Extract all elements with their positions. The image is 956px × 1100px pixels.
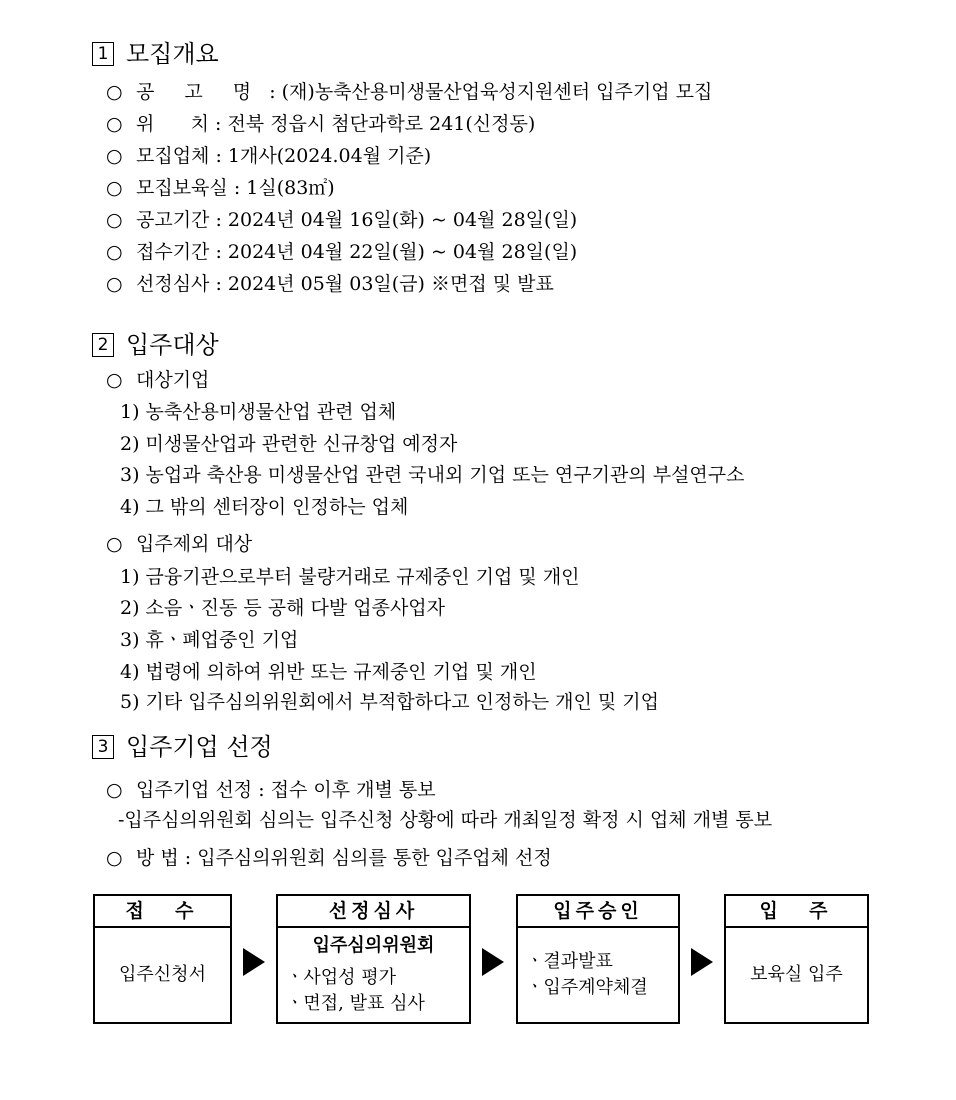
flow-step-item: ㆍ입주계약체결: [526, 977, 648, 998]
flow-step-move-in: [724, 894, 869, 1024]
section-title-text: 모집개요: [126, 40, 219, 68]
flow-step-item: ㆍ사업성 평가: [286, 967, 397, 988]
list-item: 2) 소음ㆍ진동 등 공해 다발 업종사업자: [120, 597, 446, 619]
flow-step-body: 보육실 입주: [750, 964, 843, 985]
overview-item: ○ 선정심사 : 2024년 05월 03일(금) ※면접 및 발표: [106, 273, 554, 295]
flow-step-item: ㆍ결과발표: [526, 951, 613, 972]
overview-item: ○ 접수기간 : 2024년 04월 22일(월) ~ 04월 28일(일): [106, 241, 578, 263]
section-2-title: [92, 331, 219, 359]
list-item: 2) 미생물산업과 관련한 신규창업 예정자: [120, 433, 458, 455]
list-item: 4) 그 밖의 센터장이 인정하는 업체: [120, 496, 409, 518]
overview-item: ○ 모집업체 : 1개사(2024.04월 기준): [106, 145, 432, 167]
arrow-right-icon: [243, 948, 265, 976]
flow-step-approval: [516, 894, 680, 1024]
section-title-text: 입주기업 선정: [126, 733, 273, 761]
selection-note: -입주심의위원회 심의는 입주신청 상황에 따라 개최일정 확정 시 업체 개별 통보: [118, 809, 773, 831]
flow-step-receipt: [93, 894, 232, 1024]
method-line: ○ 방 법 : 입주심의위원회 심의를 통한 입주업체 선정: [106, 847, 552, 869]
section-title-text: 입주대상: [126, 331, 219, 359]
flow-step-head: 입주승인: [518, 896, 678, 928]
section-number: 1: [92, 42, 114, 66]
target-heading: ○ 대상기업: [106, 369, 210, 391]
list-item: 1) 농축산용미생물산업 관련 업체: [120, 401, 397, 423]
flow-step-sub: 입주심의위원회: [312, 935, 435, 956]
list-item: 3) 휴ㆍ폐업중인 기업: [120, 629, 299, 651]
list-item: 1) 금융기관으로부터 불량거래로 규제중인 기업 및 개인: [120, 566, 580, 588]
overview-item: ○ 위 치 : 전북 정읍시 첨단과학로 241(신정동): [106, 113, 536, 135]
list-item: 5) 기타 입주심의위원회에서 부적합하다고 인정하는 개인 및 기업: [120, 691, 659, 713]
flow-step-head: 접 수: [95, 896, 230, 928]
section-number: 2: [92, 333, 114, 357]
flow-step-item: ㆍ면접, 발표 심사: [286, 993, 425, 1014]
list-item: 4) 법령에 의하여 위반 또는 규제중인 기업 및 개인: [120, 661, 537, 683]
flow-step-head: 입 주: [726, 896, 867, 928]
section-1-title: [92, 40, 219, 68]
arrow-right-icon: [482, 948, 504, 976]
flow-step-review: [276, 894, 471, 1024]
flow-step-head: 선정심사: [278, 896, 469, 928]
section-number: 3: [92, 735, 114, 759]
arrow-right-icon: [691, 948, 713, 976]
overview-item: ○ 모집보육실 : 1실(83㎡): [106, 177, 335, 199]
overview-item: ○ 공 고 명 : (재)농축산용미생물산업육성지원센터 입주기업 모집: [106, 81, 713, 103]
flow-step-body: 입주신청서: [119, 964, 206, 985]
section-3-title: [92, 733, 273, 761]
overview-item: ○ 공고기간 : 2024년 04월 16일(화) ~ 04월 28일(일): [106, 209, 578, 231]
selection-line: ○ 입주기업 선정 : 접수 이후 개별 통보: [106, 779, 436, 801]
list-item: 3) 농업과 축산용 미생물산업 관련 국내외 기업 또는 연구기관의 부설연구소: [120, 464, 745, 486]
exclude-heading: ○ 입주제외 대상: [106, 533, 253, 555]
